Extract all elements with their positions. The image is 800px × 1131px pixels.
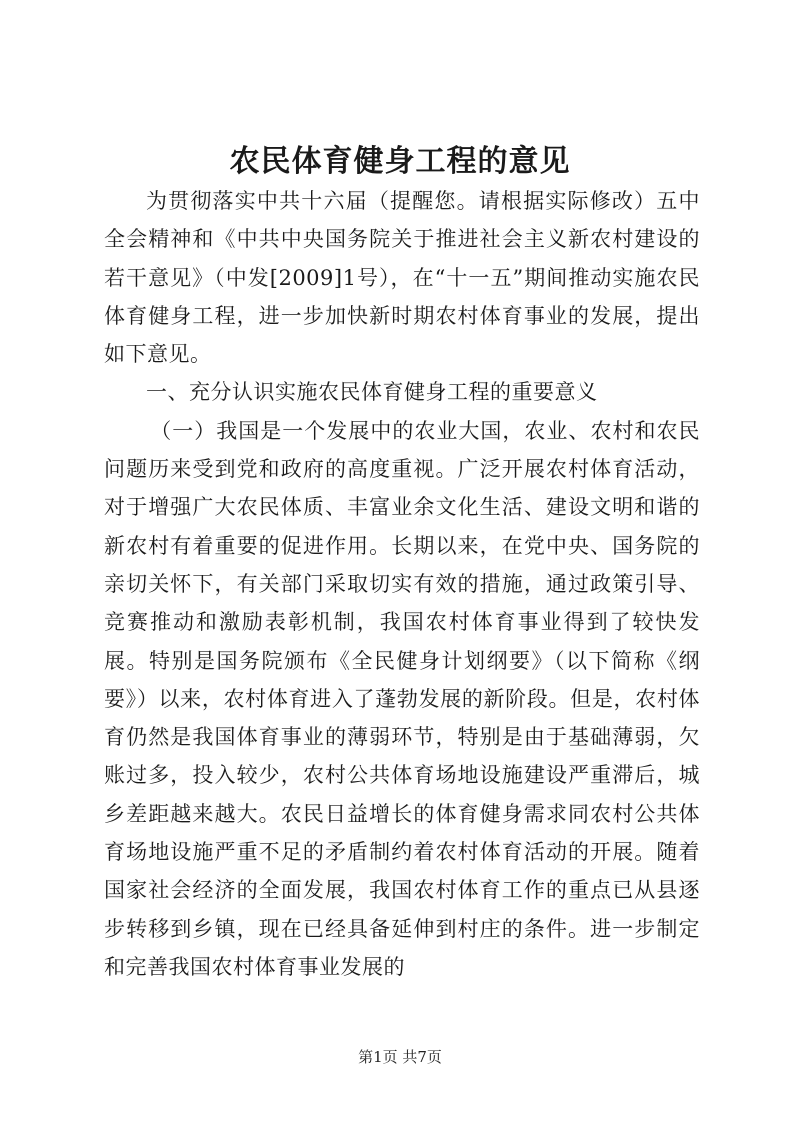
page-footer: 第1页 共7页 xyxy=(358,1048,442,1066)
intro-paragraph: 为贯彻落实中共十六届（提醒您。请根据实际修改）五中全会精神和《中共中央国务院关于推进社会主义新农村建设的若干意见》（中发[2009]1号），在“十一五”期间推动实施农民体育健身工程，进一步加快新时期农村体育事业的发展，提出如下意见。 xyxy=(104,189,700,367)
document-body xyxy=(104,182,700,986)
section-heading: 一、充分认识实施农民体育健身工程的重要意义 xyxy=(146,380,598,405)
body-paragraph: （一）我国是一个发展中的农业大国，农业、农村和农民问题历来受到党和政府的高度重视。广泛开展农村体育活动，对于增强广大农民体质、丰富业余文化生活、建设文明和谐的新农村有着重要的促进作用。长期以来，在党中央、国务院的亲切关怀下，有关部门采取切实有效的措施，通过政策引导、竞赛推动和激励表彰机制，我国农村体育事业得到了较快发展。特别是国务院颁布《全民健身计划纲要》（以下简称《纲要》）以来，农村体育进入了蓬勃发展的新阶段。但是，农村体育仍然是我国体育事业的薄弱环节，特别是由于基础薄弱，欠账过多，投入较少，农村公共体育场地设施建设严重滞后，城乡差距越来越大。农民日益增长的体育健身需求同农村公共体育场地设施严重不足的矛盾制约着农村体育活动的开展。随着国家社会经济的全面发展，我国农村体育工作的重点已从县逐步转移到乡镇，现在已经具备延伸到村庄的条件。进一步制定和完善我国农村体育事业发展的 xyxy=(104,418,700,979)
document-title: 农民体育健身工程的意见 xyxy=(229,144,571,179)
